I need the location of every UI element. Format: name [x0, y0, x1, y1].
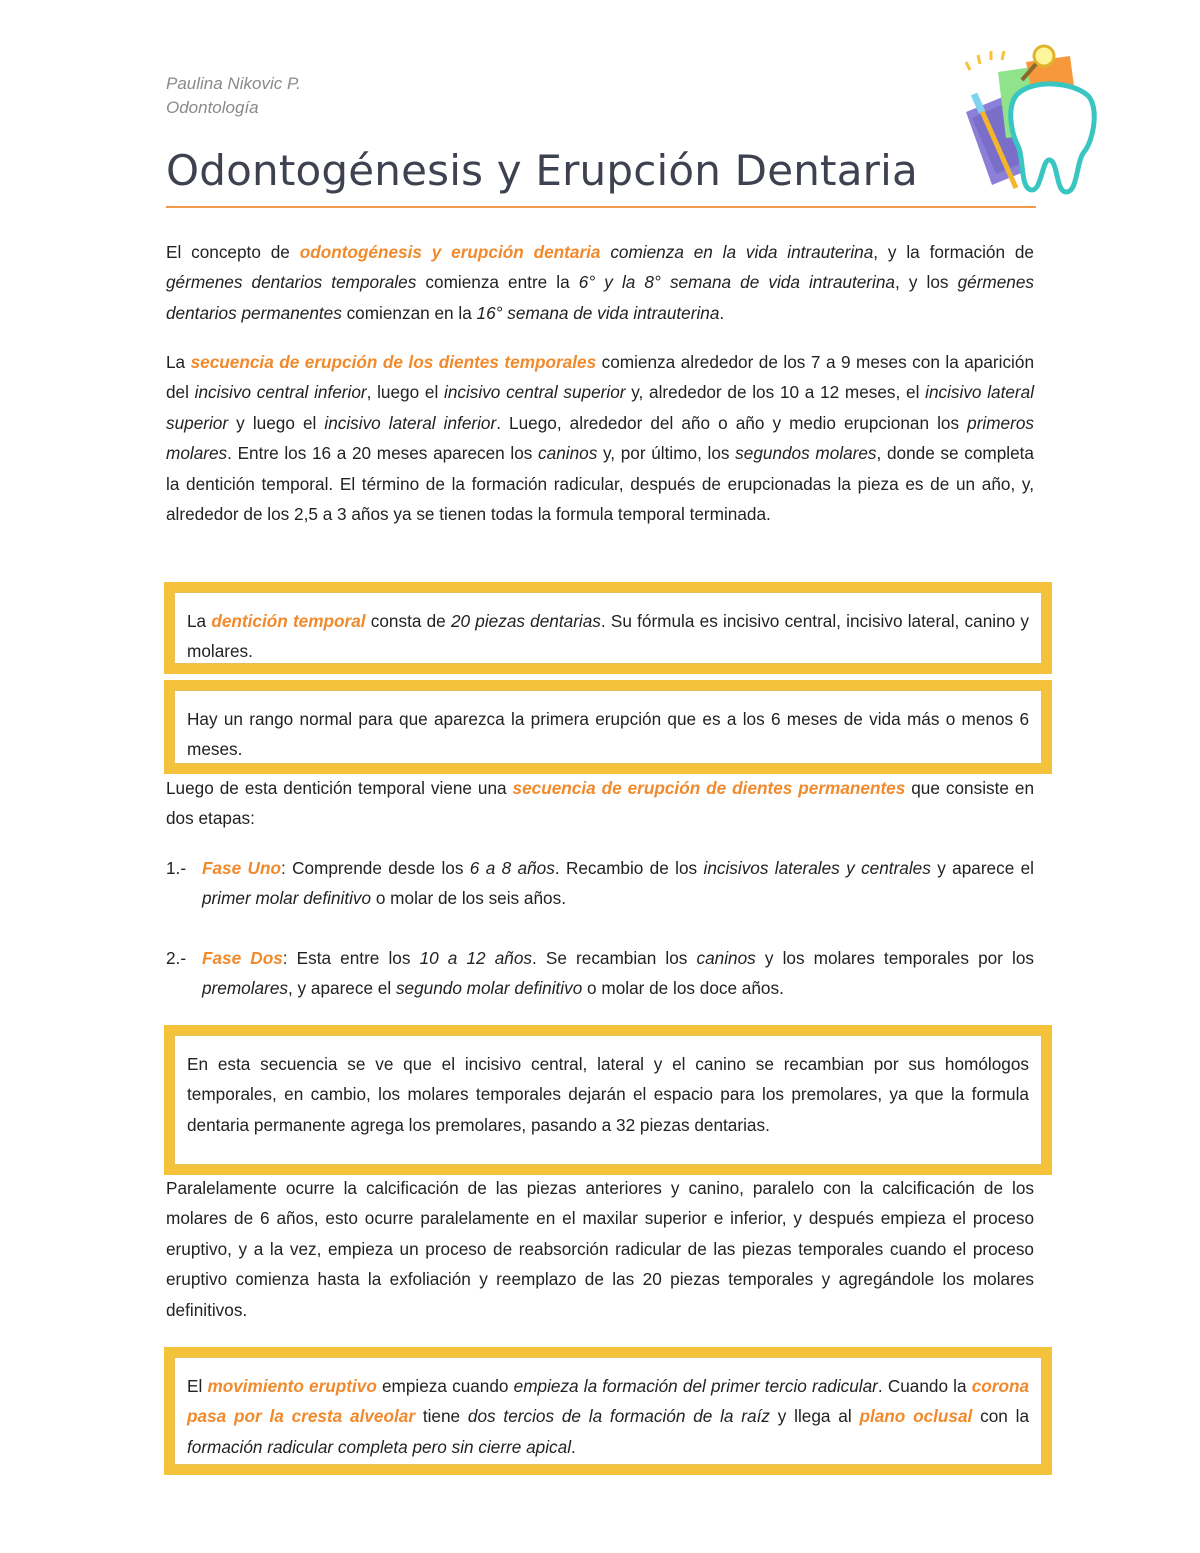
text-run: y aparece el	[930, 858, 1034, 878]
text-run: comienza entre la	[416, 272, 579, 293]
highlight-term: movimiento eruptivo	[207, 1376, 377, 1396]
sun-rays	[966, 51, 1004, 70]
text-run: dos tercios de la formación de la raíz	[467, 1406, 770, 1427]
text-run: . Cuando la	[877, 1376, 972, 1396]
list-item-text	[202, 943, 1034, 1004]
text-run: gérmenes dentarios permanentes	[166, 272, 1035, 323]
text-run: La	[166, 352, 191, 372]
text-run: El concepto de	[166, 242, 300, 262]
list-number: 1.-	[166, 858, 187, 878]
text-run: caninos	[538, 443, 598, 464]
highlight-term: odontogénesis y erupción dentaria	[299, 242, 601, 262]
text-run: .	[719, 302, 725, 323]
text-run: incisivo central superior	[444, 382, 626, 403]
text-run: incisivo lateral inferior	[324, 412, 497, 433]
text-run: incisivos laterales y centrales	[703, 858, 931, 878]
text-run: caninos	[696, 948, 756, 968]
text-run: 20 piezas dentarias	[450, 611, 601, 631]
text-run: , y los	[894, 272, 958, 293]
text-run: o molar de los doce años.	[582, 978, 784, 999]
text-run: : Comprende desde los	[280, 858, 470, 878]
text-run: 6° y la 8° semana de vida intrauterina	[578, 272, 895, 293]
paragraph-calcification: Paralelamente ocurre la calcificación de las piezas anteriores y canino, paralelo con la calcificación de los molares de 6 años, esto ocurre paralelamente en el maxilar superior e inferior, y después empieza el proceso eruptivo, y a la vez, empieza un proceso de reabsorción radicular de las piezas temporales cuando el proceso eruptivo comienza hasta la exfoliación y reemplazo de las 20 piezas temporales y agregándole los molares definitivos.	[166, 1178, 1034, 1320]
text-run: empieza cuando	[376, 1376, 514, 1396]
text-run: tiene	[415, 1406, 468, 1427]
text-run: empieza la formación del primer tercio radicular	[513, 1376, 878, 1396]
text-run: El	[187, 1376, 208, 1396]
callout-text: Hay un rango normal para que aparezca la primera erupción que es a los 6 meses de vida más o menos 6 meses.	[174, 690, 1042, 764]
text-run: . Luego, alrededor del año o año y medio erupcionan los	[496, 412, 968, 433]
paragraph-intro	[166, 237, 1034, 328]
page-title: Odontogénesis y Erupción Dentaria	[166, 146, 918, 195]
callout-text	[174, 592, 1042, 664]
text-run: comienza alrededor de los 7 a 9 meses con la aparición del	[166, 352, 1034, 403]
author-subject: Odontología	[166, 98, 259, 117]
text-run: y luego el	[228, 412, 325, 433]
text-run: y, por último, los	[597, 443, 736, 464]
list-item-phase-two	[166, 943, 1034, 1004]
list-number: 2.-	[166, 948, 187, 968]
list-item-phase-one	[166, 853, 1034, 914]
text-run: segundo molar definitivo	[395, 978, 583, 999]
text-run: , y aparece el	[287, 978, 396, 999]
text-run: comienzan en la	[341, 302, 477, 323]
text-run: primeros molares	[166, 412, 1034, 464]
title-underline	[166, 206, 1036, 208]
text-run: .	[571, 1436, 576, 1457]
text-run: con la	[972, 1406, 1030, 1427]
text-run: . Se recambian los	[532, 948, 697, 968]
text-run: 16° semana de vida intrauterina	[476, 302, 720, 323]
text-run: : Esta entre los	[282, 948, 420, 968]
text-run: . Entre los 16 a 20 meses aparecen los	[227, 443, 539, 464]
author-name: Paulina Nikovic P.	[166, 74, 301, 93]
callout-box-replacement	[164, 1025, 1052, 1175]
list-item-text	[202, 853, 1034, 914]
paragraph-temporal-sequence	[166, 347, 1034, 529]
text-run: y llega al	[769, 1406, 860, 1427]
text-run: y los molares temporales por los	[755, 948, 1034, 968]
text-run: primer molar definitivo	[202, 888, 372, 909]
header-author-block	[166, 72, 301, 120]
text-run: 10 a 12 años	[419, 948, 532, 968]
text-run: La	[187, 611, 212, 631]
callout-text: En esta secuencia se ve que el incisivo central, lateral y el canino se recambian por sus homólogos temporales, en cambio, los molares temporales dejarán el espacio para los premolares, ya que la formula dentaria permanente agrega los premolares, pasando a 32 piezas dentarias.	[174, 1035, 1042, 1165]
text-run: que consiste en dos etapas:	[166, 778, 1035, 829]
text-run: . Recambio de los	[554, 858, 704, 878]
text-run: . Su fórmula es incisivo central, incisivo lateral, canino y molares.	[187, 611, 1029, 662]
text-run: consta de	[365, 611, 451, 631]
text-run: gérmenes dentarios temporales	[166, 272, 417, 293]
highlight-term: corona pasa por la cresta alveolar	[187, 1376, 1030, 1427]
callout-box-eruptive-movement	[164, 1347, 1052, 1475]
highlight-term: plano oclusal	[859, 1406, 973, 1427]
text-run: y, alrededor de los 10 a 12 meses, el	[625, 382, 926, 403]
text-run: comienza en la vida intrauterina	[600, 242, 874, 262]
callout-text	[174, 1357, 1042, 1465]
text-run: formación radicular completa pero sin cierre apical	[187, 1436, 572, 1457]
dental-clipart-icon	[958, 42, 1108, 207]
text-run: o molar de los seis años.	[371, 888, 566, 909]
text-run: 6 a 8 años	[469, 858, 555, 878]
text-run: premolares	[202, 978, 288, 999]
highlight-term: Fase Dos	[202, 948, 283, 968]
text-run: incisivo lateral superior	[166, 382, 1035, 433]
text-run: Luego de esta dentición temporal viene una	[166, 778, 513, 798]
callout-box-temporal-dentition	[164, 582, 1052, 674]
text-run: incisivo central inferior	[194, 382, 367, 403]
callout-box-eruption-range	[164, 680, 1052, 774]
paragraph-permanent-sequence	[166, 773, 1034, 834]
text-run: , y la formación de	[873, 242, 1034, 262]
highlight-term: secuencia de erupción de dientes permanentes	[512, 778, 906, 798]
text-run: , donde se completa la dentición temporal. El término de la formación radicular, después de erupcionadas la pieza es de un año, y, alrededor de los 2,5 a 3 años ya se tienen todas la formula temporal terminada.	[166, 443, 1034, 525]
text-run: segundos molares	[735, 443, 877, 464]
highlight-term: dentición temporal	[211, 611, 366, 631]
text-run: , luego el	[366, 382, 444, 403]
highlight-term: secuencia de erupción de los dientes temporales	[190, 352, 597, 372]
highlight-term: Fase Uno	[202, 858, 281, 878]
